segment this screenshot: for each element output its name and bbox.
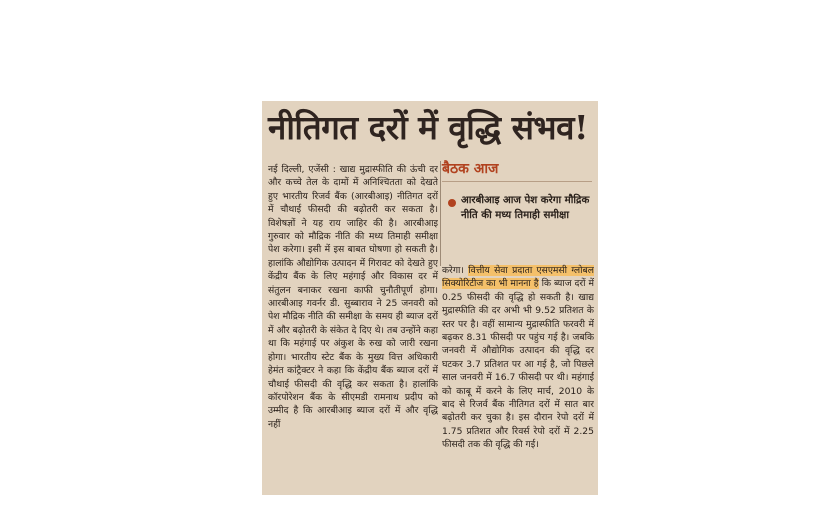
column-divider <box>440 161 441 266</box>
right-column-lead: करेगा। <box>442 265 464 276</box>
highlighted-text: वित्तीय सेवा प्रदाता एसएमसी ग्लोबल सिक्योरिटीज का भी मानना है <box>442 265 594 290</box>
article-left-column: नई दिल्ली, एजेंसी : खाद्य मुद्रास्फीति की ऊंची दर और कच्चे तेल के दामों में अनिश्चितता को देखते हुए भारतीय रिजर्व बैंक (आरबीआइ) नीतिगत दरों में चौथाई फीसदी की बढ़ोतरी कर सकता है। विशेषज्ञों ने यह राय जाहिर की है। आरबीआइ गुरुवार को मौद्रिक नीति की मध्य तिमाही समीक्षा पेश करेगा। इसी में इस बाबत घोषणा हो सकती है। हालांकि औद्योगिक उत्पादन में गिरावट को देखते हुए केंद्रीय बैंक के लिए महंगाई और विकास दर में संतुलन बनाकर रखना काफी चुनौतीपूर्ण होगा। आरबीआइ गवर्नर डी. सुब्बाराव ने 25 जनवरी को पेश मौद्रिक नीति की समीक्षा के समय ही ब्याज दरों में और बढ़ोतरी के संकेत दे दिए थे। तब उन्होंने कहा था कि महंगाई पर अंकुश के रुख को जारी रखना होगा। भारतीय स्टेट बैंक के मुख्य वित्त अधिकारी हेमंत कांट्रैक्टर ने कहा कि केंद्रीय बैंक ब्याज दरों में चौथाई फीसदी की वृद्धि कर सकता है। हालांकि कॉरपोरेशन बैंक के सीएमडी रामनाथ प्रदीप को उम्मीद है कि आरबीआइ ब्याज दरों में और वृद्धि नहीं <box>268 164 438 430</box>
box-title: बैठक आज <box>442 161 499 177</box>
newspaper-clipping <box>262 101 598 495</box>
headline: नीतिगत दरों में वृद्धि संभव! <box>268 108 588 147</box>
right-column-text: कि ब्याज दरों में 0.25 फीसदी की वृद्धि हो सकती है। खाद्य मुद्रास्फीति की दर अभी भी 9.52 प्रतिशत के स्तर पर है। वहीं सामान्य मुद्रास्फीति फरवरी में बढ़कर 8.31 फीसदी पर पहुंच गई है। जबकि जनवरी में औद्योगिक उत्पादन की वृद्धि दर घटकर 3.7 प्रतिशत पर आ गई है, जो पिछले साल जनवरी में 16.7 फीसदी पर थी। महंगाई को काबू में करने के लिए मार्च, 2010 के बाद से रिजर्व बैंक नीतिगत दरों में सात बार बढ़ोतरी कर चुका है। इस दौरान रेपो दरों में 1.75 प्रतिशत और रिवर्स रेपो दरों में 2.25 फीसदी तक की वृद्धि की गई। <box>442 278 594 451</box>
box-text: आरबीआइ आज पेश करेगा मौद्रिक नीति की मध्य तिमाही समीक्षा <box>461 195 590 221</box>
article-right-column <box>442 264 594 489</box>
bullet-icon <box>448 199 456 207</box>
box-rule <box>442 181 592 182</box>
